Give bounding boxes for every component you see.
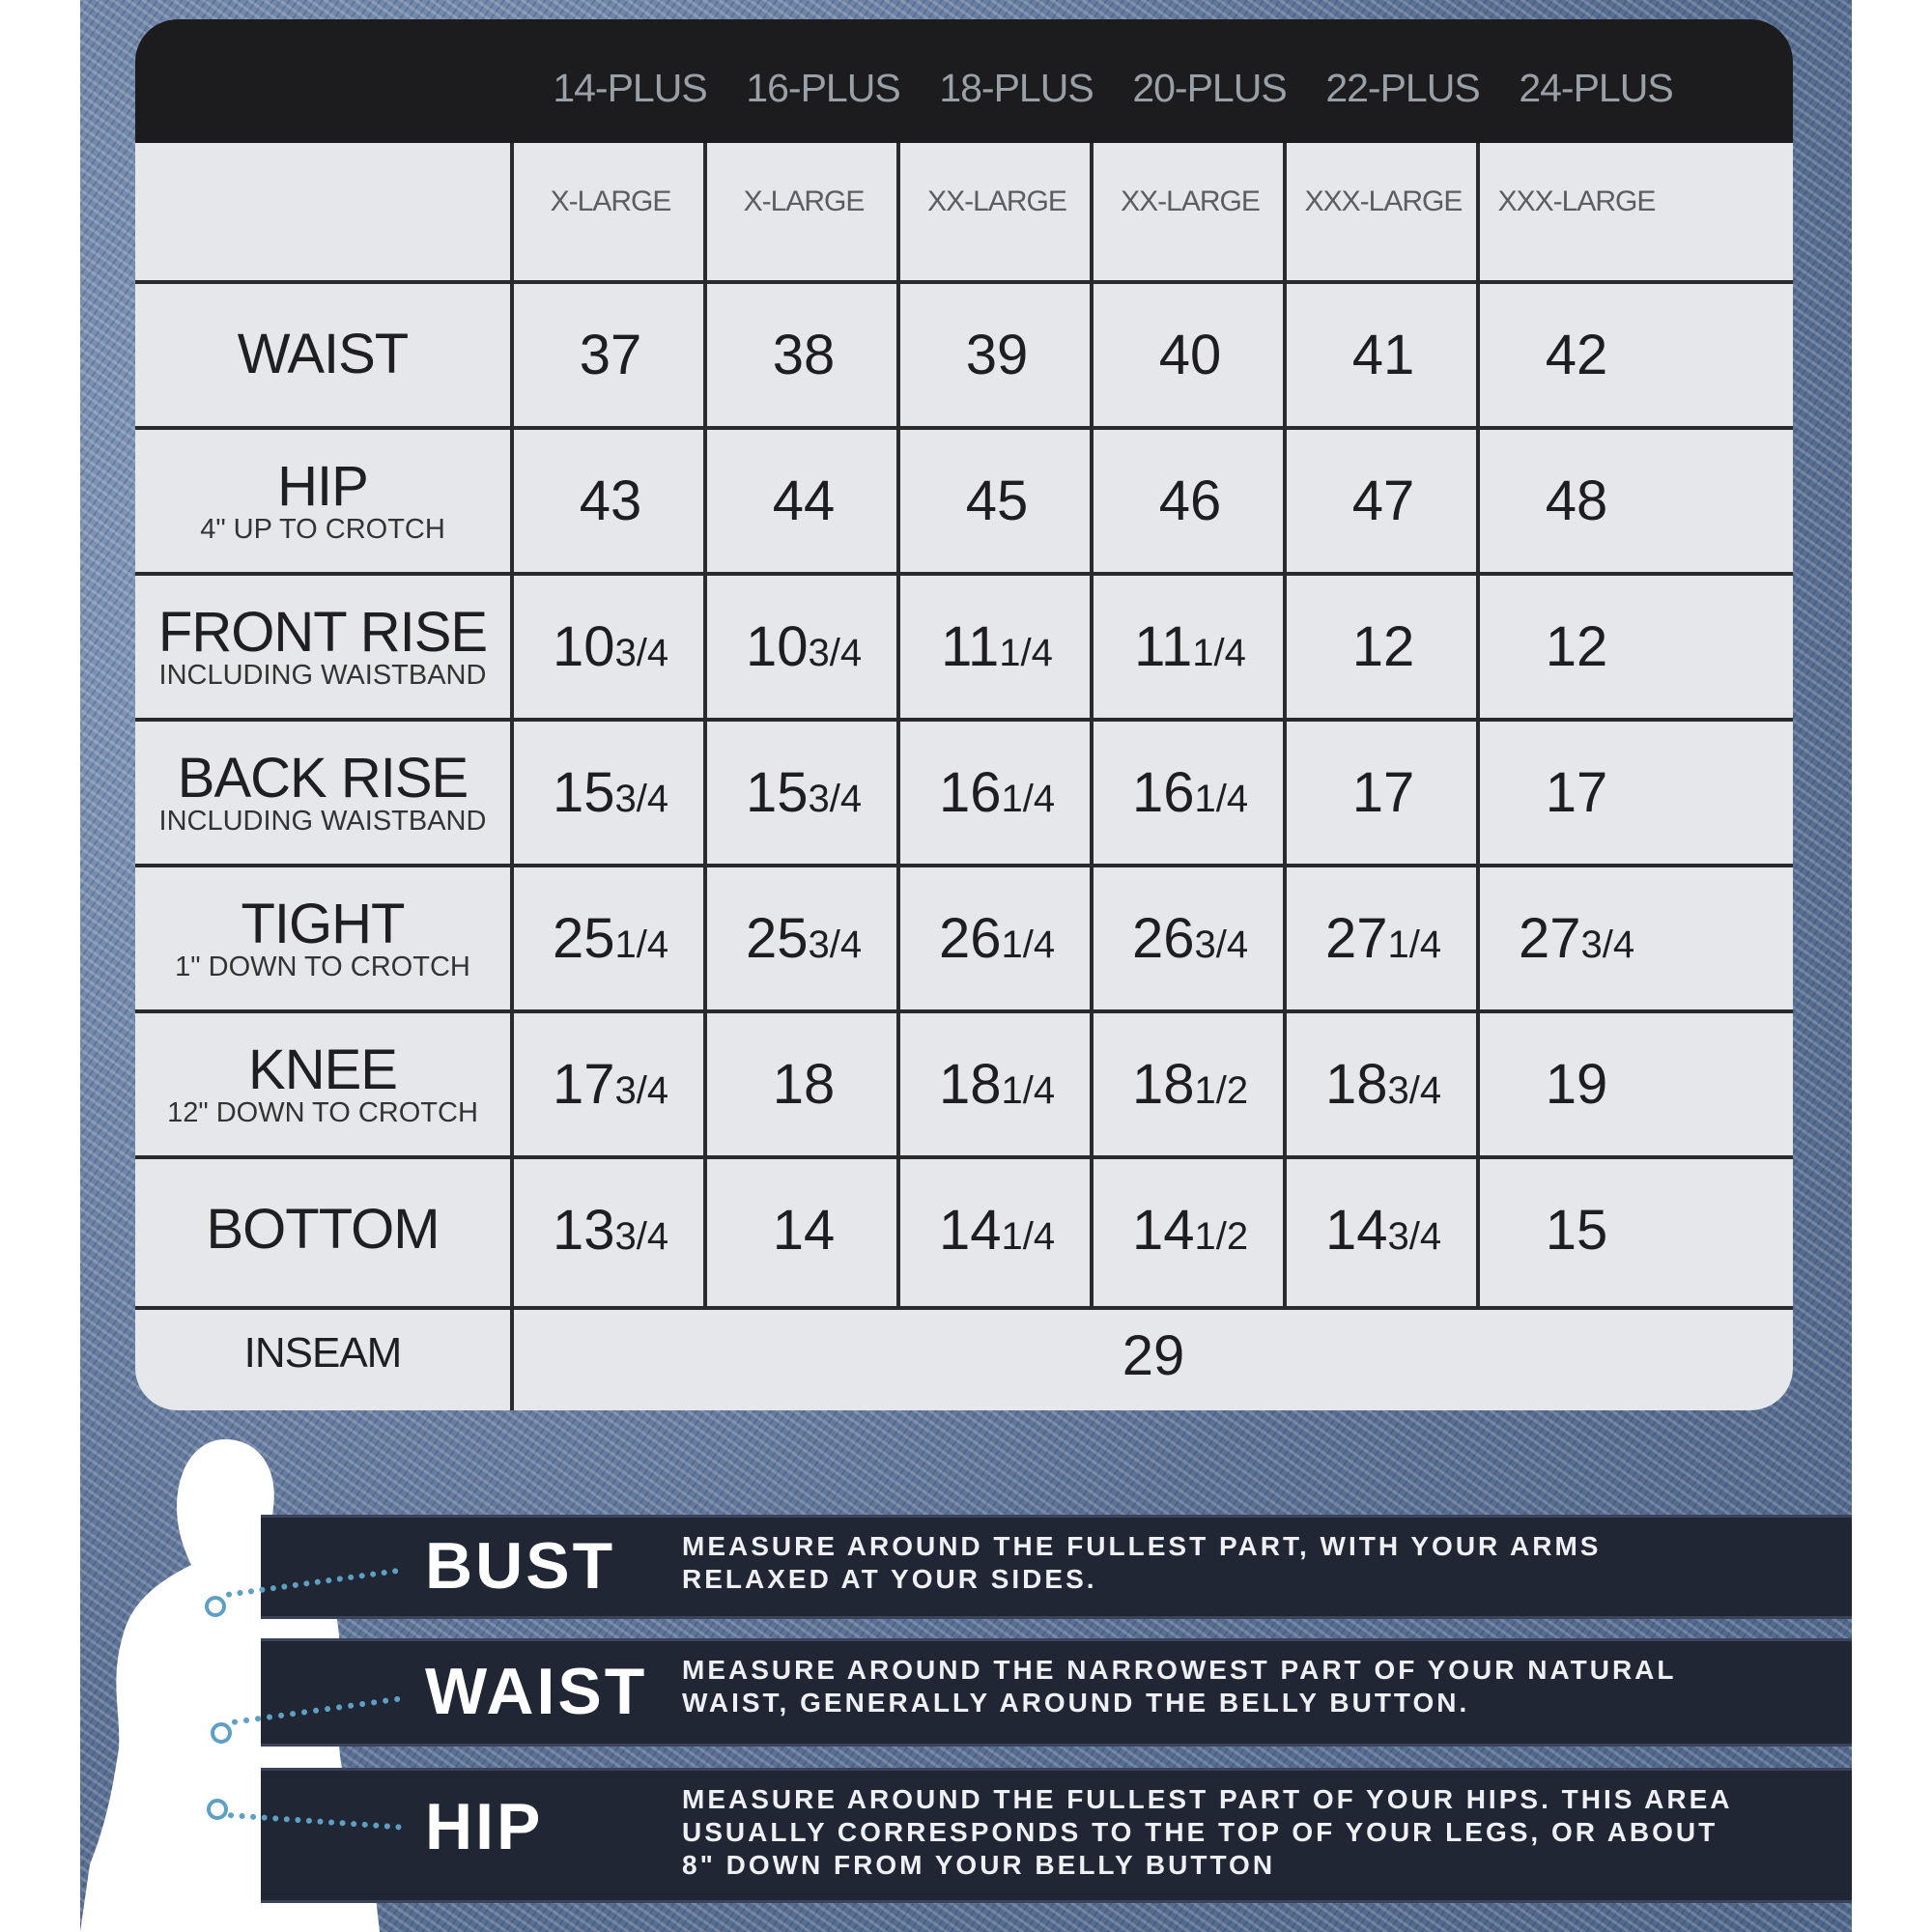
row-label — [135, 455, 510, 545]
value-whole: 16 — [938, 760, 1002, 824]
hip-line: 8" DOWN FROM YOUR BELLY BUTTON — [682, 1850, 1276, 1880]
hip-line: USUALLY CORRESPONDS TO THE TOP OF YOUR LEGS, OR ABOUT — [682, 1817, 1719, 1847]
measurement-value — [1480, 323, 1673, 386]
value-whole: 18 — [1324, 1052, 1388, 1116]
value-whole: 16 — [1131, 760, 1195, 824]
measurement-value — [1480, 614, 1673, 678]
value-whole: 26 — [938, 906, 1002, 970]
waist-point-icon — [211, 1722, 232, 1744]
measurement-value — [1287, 323, 1480, 386]
size-header-band — [135, 19, 1793, 143]
row-label — [135, 747, 510, 837]
row-label-sub: 4" UP TO CROTCH — [200, 514, 445, 545]
row-label-sub: INCLUDING WAISTBAND — [158, 660, 487, 691]
alpha-size: XX-LARGE — [927, 185, 1066, 217]
measurement-value — [1480, 469, 1673, 532]
waist-description — [682, 1654, 1677, 1719]
hip-title: HIP — [425, 1790, 544, 1863]
measurement-value — [707, 760, 900, 828]
value-fraction: 3/4 — [614, 631, 669, 674]
value-whole: 25 — [552, 906, 615, 970]
waist-title: WAIST — [425, 1655, 648, 1728]
row-label-main: BACK RISE — [177, 747, 469, 810]
bust-point-icon — [205, 1596, 226, 1617]
measurement-value — [900, 1198, 1094, 1265]
value-fraction: 3/4 — [808, 777, 863, 820]
row-label — [135, 893, 510, 982]
alpha-size: X-LARGE — [743, 185, 865, 217]
value-whole: 25 — [745, 906, 809, 970]
row-label-main: KNEE — [248, 1038, 397, 1101]
value-whole: 47 — [1351, 469, 1415, 532]
bust-line: MEASURE AROUND THE FULLEST PART, WITH YOUR ARMS — [682, 1531, 1602, 1561]
value-whole: 12 — [1351, 614, 1415, 678]
column-divider — [1090, 143, 1094, 1310]
value-whole: 17 — [1545, 760, 1608, 824]
measurement-value — [514, 760, 707, 828]
row-label — [135, 601, 510, 691]
measurement-value — [1094, 469, 1287, 532]
value-whole: 14 — [1131, 1198, 1195, 1262]
value-whole: 27 — [1518, 906, 1581, 970]
value-whole: 15 — [745, 760, 809, 824]
value-fraction: 1/4 — [1001, 1068, 1056, 1112]
value-fraction: 3/4 — [1387, 1068, 1442, 1112]
value-fraction: 3/4 — [1194, 923, 1249, 966]
value-whole: 26 — [1131, 906, 1195, 970]
value-fraction: 3/4 — [1387, 1214, 1442, 1258]
value-fraction: 3/4 — [614, 1068, 669, 1112]
row-label-sub: 1" DOWN TO CROTCH — [175, 952, 470, 982]
measurement-value — [900, 760, 1094, 828]
row-divider — [135, 426, 1793, 430]
row-divider — [135, 718, 1793, 722]
measurement-value — [514, 614, 707, 682]
row-label-sub: INCLUDING WAISTBAND — [158, 806, 487, 837]
measurement-value — [1287, 614, 1480, 678]
value-whole: 12 — [1545, 614, 1608, 678]
value-whole: 17 — [552, 1052, 615, 1116]
row-divider — [135, 572, 1793, 576]
row-label — [135, 323, 510, 385]
value-whole: 18 — [938, 1052, 1002, 1116]
measurement-value — [707, 906, 900, 974]
measurement-value — [1480, 760, 1673, 824]
size-chart-table — [135, 143, 1793, 1410]
value-whole: 14 — [938, 1198, 1002, 1262]
row-divider — [135, 864, 1793, 867]
alpha-size: X-LARGE — [550, 185, 671, 217]
value-fraction: 1/4 — [1001, 923, 1056, 966]
measurement-value — [1094, 760, 1287, 828]
value-whole: 18 — [772, 1052, 836, 1116]
measurement-value — [1287, 760, 1480, 824]
measurement-value — [900, 469, 1094, 532]
value-fraction: 1/4 — [999, 631, 1053, 674]
measurement-value — [514, 906, 707, 974]
value-whole: 27 — [1324, 906, 1388, 970]
row-label-main: WAIST — [237, 323, 409, 385]
row-label — [135, 1198, 510, 1261]
measurement-value — [1094, 1198, 1287, 1265]
value-whole: 19 — [1545, 1052, 1608, 1116]
value-whole: 14 — [772, 1198, 836, 1262]
row-divider — [135, 1009, 1793, 1013]
value-fraction: 1/4 — [1194, 777, 1249, 820]
value-whole: 10 — [552, 614, 615, 678]
measurement-value — [900, 323, 1094, 386]
column-divider — [1283, 143, 1287, 1310]
measurement-value — [900, 1052, 1094, 1120]
measurement-value — [1287, 469, 1480, 532]
value-fraction: 3/4 — [808, 923, 863, 966]
size-heading: 18-PLUS — [939, 66, 1094, 110]
value-whole: 11 — [941, 614, 1000, 678]
value-whole: 13 — [552, 1198, 615, 1262]
value-whole: 17 — [1351, 760, 1415, 824]
row-label-main: BOTTOM — [206, 1198, 440, 1261]
value-fraction: 3/4 — [1580, 923, 1635, 966]
value-whole: 45 — [965, 469, 1029, 532]
row-label-main: HIP — [277, 455, 368, 518]
value-fraction: 1/4 — [614, 923, 669, 966]
value-whole: 37 — [579, 323, 642, 386]
inseam-label: INSEAM — [243, 1329, 402, 1377]
measurement-value — [1094, 614, 1287, 682]
value-fraction: 1/2 — [1194, 1214, 1249, 1258]
measurement-value — [707, 1198, 900, 1262]
bust-title: BUST — [425, 1529, 616, 1603]
measurement-value — [1287, 906, 1480, 974]
value-whole: 46 — [1158, 469, 1222, 532]
value-whole: 43 — [579, 469, 642, 532]
hip-line: MEASURE AROUND THE FULLEST PART OF YOUR HIPS. THIS AREA — [682, 1784, 1733, 1814]
bust-description — [682, 1530, 1601, 1596]
size-heading: 16-PLUS — [746, 66, 900, 110]
hip-description — [682, 1783, 1732, 1882]
measurement-value — [514, 323, 707, 386]
value-fraction: 1/4 — [1192, 631, 1246, 674]
measurement-value — [1287, 1198, 1480, 1265]
value-whole: 42 — [1545, 323, 1608, 386]
row-divider — [135, 280, 1793, 284]
value-whole: 18 — [1131, 1052, 1195, 1116]
measurement-value — [1094, 906, 1287, 974]
hip-point-icon — [207, 1799, 228, 1820]
value-whole: 14 — [1324, 1198, 1388, 1262]
row-divider — [135, 1155, 1793, 1159]
column-divider — [896, 143, 900, 1310]
inseam-value: 29 — [1122, 1324, 1185, 1387]
measurement-value — [1094, 323, 1287, 386]
alpha-size: XXX-LARGE — [1497, 185, 1656, 217]
value-whole: 15 — [552, 760, 615, 824]
value-whole: 38 — [772, 323, 836, 386]
waist-line: MEASURE AROUND THE NARROWEST PART OF YOUR NATURAL — [682, 1655, 1677, 1685]
value-fraction: 1/4 — [1001, 777, 1056, 820]
measurement-value — [900, 906, 1094, 974]
measurement-value — [1480, 1198, 1673, 1262]
row-label — [135, 1038, 510, 1128]
value-fraction: 1/2 — [1194, 1068, 1249, 1112]
value-whole: 40 — [1158, 323, 1222, 386]
measurement-value — [514, 469, 707, 532]
measurement-value — [1287, 1052, 1480, 1120]
value-fraction: 3/4 — [614, 777, 669, 820]
measurement-value — [1094, 1052, 1287, 1120]
value-fraction: 1/4 — [1001, 1214, 1056, 1258]
size-heading: 20-PLUS — [1132, 66, 1287, 110]
row-label-main: FRONT RISE — [157, 601, 488, 664]
value-fraction: 3/4 — [614, 1214, 669, 1258]
value-whole: 39 — [965, 323, 1029, 386]
value-whole: 15 — [1545, 1198, 1608, 1262]
row-label-sub: 12" DOWN TO CROTCH — [167, 1097, 478, 1128]
measurement-value — [707, 323, 900, 386]
value-fraction: 1/4 — [1387, 923, 1442, 966]
value-whole: 44 — [772, 469, 836, 532]
size-heading: 22-PLUS — [1325, 66, 1480, 110]
column-divider — [703, 143, 707, 1310]
alpha-size: XXX-LARGE — [1304, 185, 1463, 217]
measurement-value — [1480, 906, 1673, 974]
value-fraction: 3/4 — [808, 631, 863, 674]
row-label-main: TIGHT — [241, 893, 405, 955]
row-divider — [135, 1306, 1793, 1310]
value-whole: 10 — [745, 614, 809, 678]
bust-line: RELAXED AT YOUR SIDES. — [682, 1564, 1097, 1594]
measurement-value — [707, 1052, 900, 1116]
size-heading: 14-PLUS — [553, 66, 707, 110]
measurement-value — [900, 614, 1094, 682]
measurement-value — [707, 614, 900, 682]
alpha-size: XX-LARGE — [1121, 185, 1260, 217]
measurement-value — [514, 1198, 707, 1265]
measurement-value — [707, 469, 900, 532]
measurement-value — [1480, 1052, 1673, 1116]
size-heading: 24-PLUS — [1519, 66, 1673, 110]
column-divider — [1476, 143, 1480, 1310]
measurement-value — [514, 1052, 707, 1120]
value-whole: 11 — [1134, 614, 1193, 678]
value-whole: 41 — [1351, 323, 1415, 386]
waist-line: WAIST, GENERALLY AROUND THE BELLY BUTTON. — [682, 1688, 1470, 1718]
value-whole: 48 — [1545, 469, 1608, 532]
